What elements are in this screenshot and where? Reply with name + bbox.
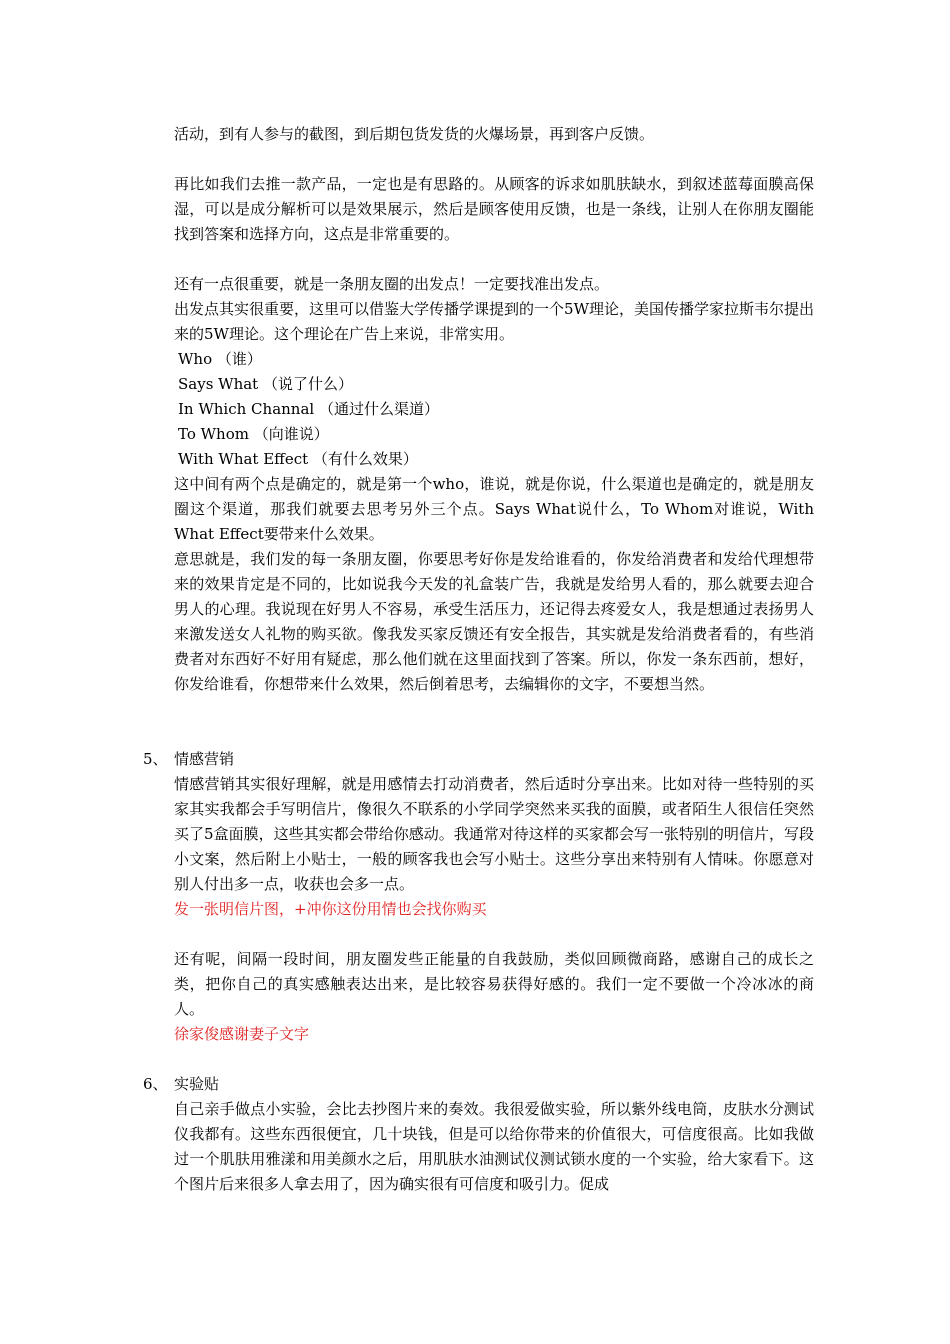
spacer: [174, 1047, 814, 1072]
section-6-heading: [143, 1072, 814, 1097]
spacer: [174, 922, 814, 947]
section-5-note-1: 发一张明信片图，+冲你这份用情也会找你购买: [174, 900, 487, 918]
paragraph-meaning: 意思就是，我们发的每一条朋友圈，你要思考好你是发给谁看的，你发给消费者和发给代理想带来的效果肯定是不同的，比如说我今天发的礼盒装广告，我就是发给男人看的，那么就要去迎合男人的心理。我说现在好男人不容易，承受生活压力，还记得去疼爱女人，我是想通过表扬男人来激发送女人礼物的购买欲。像我发买家反馈还有安全报告，其实就是发给消费者看的，有些消费者对东西好不好用有疑虑，那么他们就在这里面找到了答案。所以，你发一条东西前，想好，你发给谁看，你想带来什么效果，然后倒着思考，去编辑你的文字，不要想当然。: [174, 550, 814, 693]
five-w-item-to-whom: To Whom （向谁说）: [178, 425, 329, 443]
section-5-paragraph-2: 还有呢，间隔一段时间，朋友圈发些正能量的自我鼓励，类似回顾微商路，感谢自己的成长之类，把你自己的真实感触表达出来，是比较容易获得好感的。我们一定不要做一个冷冰冰的商人。: [174, 950, 814, 1018]
section-5-paragraph-1: 情感营销其实很好理解，就是用感情去打动消费者，然后适时分享出来。比如对待一些特别的买家其实我都会手写明信片，像很久不联系的小学同学突然来买我的面膜，或者陌生人很信任突然买了5盒面膜，这些其实都会带给你感动。我通常对待这样的买家都会写一张特别的明信片，写段小文案，然后附上小贴士，一般的顾客我也会写小贴士。这些分享出来特别有人情味。你愿意对别人付出多一点，收获也会多一点。: [174, 775, 814, 893]
five-w-item-says-what: Says What （说了什么）: [178, 375, 353, 393]
paragraph-product-approach: 再比如我们去推一款产品，一定也是有思路的。从顾客的诉求如肌肤缺水，到叙述蓝莓面膜高保湿，可以是成分解析可以是效果展示，然后是顾客使用反馈，也是一条线，让别人在你朋友圈能找到答案和选择方向，这点是非常重要的。: [174, 175, 814, 243]
spacer: [174, 147, 814, 172]
five-w-list: [174, 347, 814, 472]
section-5-heading: [143, 747, 814, 772]
document-body: [143, 122, 814, 1197]
paragraph-start-point: 还有一点很重要，就是一条朋友圈的出发点！一定要找准出发点。: [174, 275, 610, 293]
spacer: [174, 697, 814, 747]
section-5-note-2: 徐家俊感谢妻子文字: [174, 1025, 310, 1043]
section-5-number: 5、: [143, 750, 168, 768]
section-6-title: 实验贴: [174, 1075, 220, 1093]
intro-line: 活动，到有人参与的截图，到后期包货发货的火爆场景，再到客户反馈。: [174, 125, 655, 143]
section-6-paragraph-1: 自己亲手做点小实验，会比去抄图片来的奏效。我很爱做实验，所以紫外线电筒，皮肤水分测试仪我都有。这些东西很便宜，几十块钱，但是可以给你带来的价值很大，可信度很高。比如我做过一个肌肤用雅漾和用美颜水之后，用肌肤水油测试仪测试锁水度的一个实验，给大家看下。这个图片后来很多人拿去用了，因为确实很有可信度和吸引力。促成: [174, 1100, 814, 1193]
five-w-item-who: Who （谁）: [178, 350, 262, 368]
section-5-title: 情感营销: [174, 750, 235, 768]
spacer: [174, 247, 814, 272]
five-w-item-channel: In Which Channal （通过什么渠道）: [178, 400, 439, 418]
paragraph-5w-explain: 这中间有两个点是确定的，就是第一个who，谁说，就是你说，什么渠道也是确定的，就是朋友圈这个渠道，那我们就要去思考另外三个点。Says What说什么，To Whom对谁说，With What Effect要带来什么效果。: [174, 475, 814, 543]
paragraph-5w-intro: 出发点其实很重要，这里可以借鉴大学传播学课提到的一个5W理论，美国传播学家拉斯韦尔提出来的5W理论。这个理论在广告上来说，非常实用。: [174, 300, 814, 343]
five-w-item-effect: With What Effect （有什么效果）: [178, 450, 418, 468]
section-6-number: 6、: [143, 1075, 168, 1093]
